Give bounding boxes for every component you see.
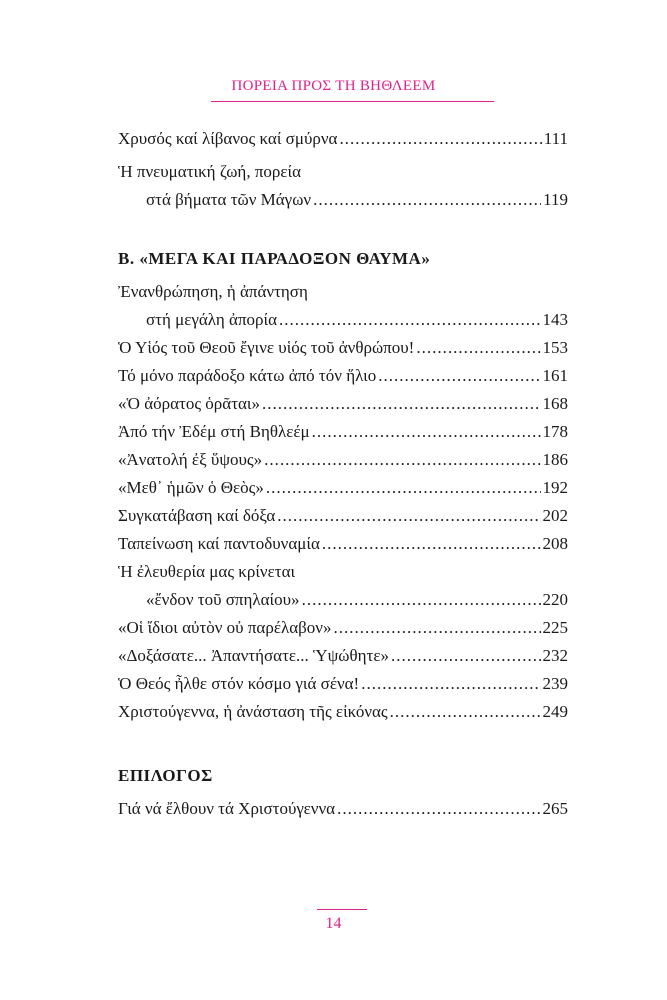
- toc-entry-title: Συγκατάβαση καί δόξα: [118, 506, 276, 525]
- toc-leader-dots: [266, 474, 541, 502]
- toc-page-number: 161: [542, 366, 568, 385]
- toc-entry-title: «Οἱ ἴδιοι αὐτὸν οὐ παρέλαβον»: [118, 618, 332, 637]
- footer-rule: [317, 909, 367, 910]
- toc-entry-title: «Δοξάσατε... Ἀπαντήσατε... Ὑψώθητε»: [118, 646, 389, 665]
- toc-entry: [118, 670, 568, 698]
- toc-entry-title: Χριστούγεννα, ἡ ἀνάσταση τῆς εἰκόνας: [118, 702, 388, 721]
- toc-entry: [118, 474, 568, 502]
- running-header: ΠΟΡΕΙΑ ΠΡΟΣ ΤΗ ΒΗΘΛΕΕΜ: [231, 78, 436, 94]
- toc-page-number: 119: [543, 190, 568, 209]
- toc-leader-dots: [361, 670, 540, 698]
- toc-page-number: 192: [542, 478, 568, 497]
- toc-entry-title: «Μεθ᾽ ἡμῶν ὁ Θεὸς»: [118, 478, 264, 497]
- toc-entry: [118, 418, 568, 446]
- toc-entry: [118, 278, 568, 334]
- section-heading: ΕΠΙΛΟΓΟΣ: [118, 766, 213, 785]
- toc-entry-title: Ὁ Θεός ἦλθε στόν κόσμο γιά σένα!: [118, 674, 360, 693]
- toc-leader-dots: [333, 614, 540, 642]
- toc-entry: [118, 698, 568, 726]
- toc-page-number: 168: [542, 394, 568, 413]
- toc-page-number: 143: [542, 310, 568, 329]
- toc-entry: [118, 642, 568, 670]
- toc-leader-dots: [416, 334, 540, 362]
- toc-leader-dots: [313, 186, 541, 214]
- toc-leader-dots: [279, 306, 541, 334]
- toc-page-number: 111: [543, 129, 568, 148]
- toc-entry-title: Ἐνανθρώπηση, ἡ ἀπάντηση: [118, 282, 308, 301]
- toc-entry: [118, 795, 568, 823]
- toc-entry: [118, 125, 568, 153]
- table-of-contents: [118, 125, 568, 823]
- toc-page-number: 220: [542, 590, 568, 609]
- toc-entry-title: «Ὁ ἀόρατος ὁρᾶται»: [118, 394, 261, 413]
- toc-entry-title: Ἡ ἐλευθερία μας κρίνεται: [118, 562, 296, 581]
- toc-entry-title: Ἀπό τήν Ἐδέμ στή Βηθλεέμ: [118, 422, 310, 441]
- toc-entry: [118, 446, 568, 474]
- toc-entry-title-continued: «ἔνδον τοῦ σπηλαίου»: [146, 590, 300, 609]
- toc-leader-dots: [262, 390, 540, 418]
- toc-entry: [118, 362, 568, 390]
- toc-entry-title: Γιά νά ἔλθουν τά Χριστούγεννα: [118, 799, 336, 818]
- toc-entry: [118, 558, 568, 614]
- toc-entry-title: Τό μόνο παράδοξο κάτω ἀπό τόν ἥλιο: [118, 366, 377, 385]
- toc-entry: [118, 390, 568, 418]
- toc-page-number: 239: [542, 674, 568, 693]
- toc-page-number: 202: [542, 506, 568, 525]
- toc-entry: [118, 334, 568, 362]
- toc-page-number: 186: [542, 450, 568, 469]
- toc-page-number: 249: [542, 702, 568, 721]
- toc-page-number: 232: [542, 646, 568, 665]
- toc-leader-dots: [337, 795, 540, 823]
- toc-leader-dots: [391, 642, 541, 670]
- toc-page-number: 225: [542, 618, 568, 637]
- toc-entry: [118, 530, 568, 558]
- toc-entry-title-continued: στή μεγάλη ἀπορία: [146, 310, 277, 329]
- toc-leader-dots: [264, 446, 540, 474]
- toc-page-number: 178: [542, 422, 568, 441]
- toc-entry-title: Ἡ πνευματική ζωή, πορεία: [118, 162, 302, 181]
- toc-entry: [118, 614, 568, 642]
- toc-entry-title: Ταπείνωση καί παντοδυναμία: [118, 534, 320, 553]
- toc-leader-dots: [277, 502, 540, 530]
- toc-entry-title: Χρυσός καί λίβανος καί σμύρνα: [118, 129, 338, 148]
- toc-leader-dots: [378, 362, 540, 390]
- header-rule: [211, 101, 494, 102]
- toc-entry-title: «Ἀνατολή ἐξ ὕψους»: [118, 450, 263, 469]
- toc-leader-dots: [322, 530, 541, 558]
- toc-entry: [118, 158, 568, 214]
- toc-entry: [118, 502, 568, 530]
- toc-leader-dots: [390, 698, 541, 726]
- toc-entry-title: Ὁ Υἱός τοῦ Θεοῦ ἔγινε υἱός τοῦ ἀνθρώπου!: [118, 338, 415, 357]
- toc-page-number: 208: [542, 534, 568, 553]
- toc-leader-dots: [339, 125, 541, 153]
- toc-leader-dots: [302, 586, 541, 614]
- toc-leader-dots: [312, 418, 541, 446]
- toc-entry-title-continued: στά βήματα τῶν Μάγων: [146, 190, 312, 209]
- toc-page-number: 265: [542, 799, 568, 818]
- toc-page-number: 153: [542, 338, 568, 357]
- page-number: 14: [325, 915, 342, 932]
- section-heading: Β. «ΜΕΓΑ ΚΑΙ ΠΑΡΑΔΟΞΟΝ ΘΑΥΜΑ»: [118, 249, 431, 268]
